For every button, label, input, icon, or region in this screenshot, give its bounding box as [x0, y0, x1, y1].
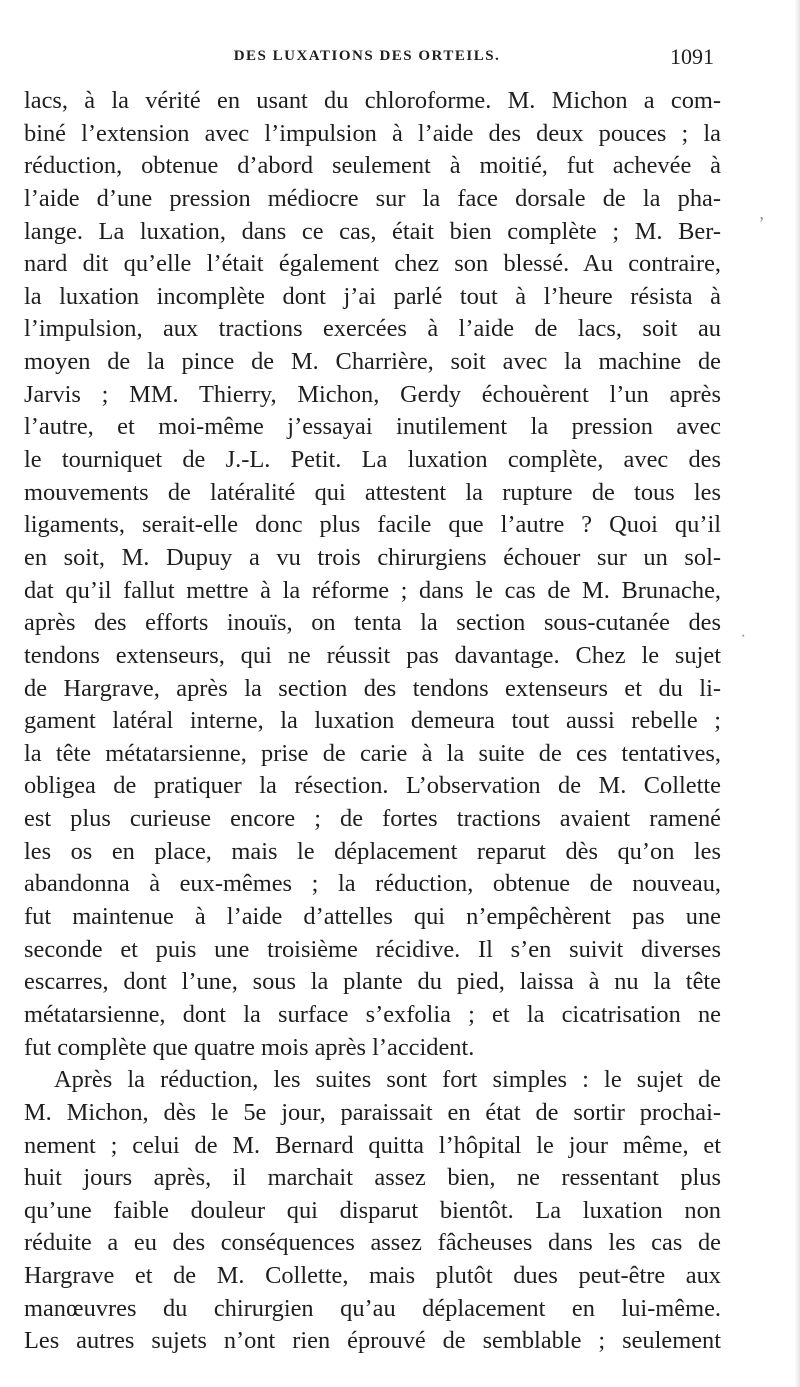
text-line: la tête métatarsienne, prise de carie à la suite de ces tentatives,: [24, 739, 721, 767]
text-line: lacs, à la vérité en usant du chloroforme. M. Michon a com-: [24, 87, 721, 114]
text-line: moyen de la pince de M. Charrière, soit avec la machine de: [24, 348, 721, 376]
text-line: le tourniquet de J.-L. Petit. La luxation complète, avec des: [24, 446, 721, 474]
text-line: seconde et puis une troisième récidive. Il s’en suivit diverses: [24, 935, 721, 963]
text-line: les os en place, mais le déplacement reparut dès qu’on les: [24, 837, 721, 865]
text-line: huit jours après, il marchait assez bien, ne ressentant plus: [24, 1164, 721, 1192]
text-line: métatarsienne, dont la surface s’exfolia ; et la cicatrisation ne: [24, 1000, 721, 1028]
text-line: mouvements de latéralité qui attestent la rupture de tous les: [24, 478, 721, 506]
text-line: obligea de pratiquer la résection. L’observation de M. Collette: [24, 772, 721, 800]
paragraph-start-line: Après la réduction, les suites sont fort simples : le sujet de: [54, 1066, 721, 1094]
text-line: est plus curieuse encore ; de fortes tractions avaient ramené: [24, 805, 721, 833]
text-line: manœuvres du chirurgien qu’au déplacement en lui-même.: [24, 1294, 721, 1322]
text-line: dat qu’il fallut mettre à la réforme ; dans le cas de M. Brunache,: [24, 576, 721, 604]
text-line: Hargrave et de M. Collette, mais plutôt dues peut-être aux: [24, 1262, 721, 1290]
margin-tick-mark: ,: [759, 203, 764, 223]
text-line: nard dit qu’elle l’était également chez son blessé. Au contraire,: [24, 250, 721, 278]
text-line: l’impulsion, aux tractions exercées à l’aide de lacs, soit au: [24, 315, 721, 343]
text-line: l’autre, et moi-même j’essayai inutilement la pression avec: [24, 413, 721, 441]
text-line: en soit, M. Dupuy a vu trois chirurgiens échouer sur un sol-: [24, 543, 721, 571]
text-line: escarres, dont l’une, sous la plante du pied, laissa à nu la tête: [24, 968, 721, 996]
text-line: l’aide d’une pression médiocre sur la face dorsale de la pha-: [24, 184, 721, 212]
page-edge-shadow: [794, 0, 800, 1387]
paragraph-end-line: fut complète que quatre mois après l’accident.: [24, 1033, 475, 1061]
text-line: de Hargrave, après la section des tendons extenseurs et du li-: [24, 674, 721, 702]
text-line: fut maintenue à l’aide d’attelles qui n’empêchèrent pas une: [24, 903, 721, 931]
text-line: biné l’extension avec l’impulsion à l’aide des deux pouces ; la: [24, 119, 721, 147]
text-line: lange. La luxation, dans ce cas, était bien complète ; M. Ber-: [24, 217, 721, 245]
body-text: [24, 85, 721, 1358]
running-title: DES LUXATIONS DES ORTEILS.: [233, 48, 501, 64]
text-line: gament latéral interne, la luxation demeura tout aussi rebelle ;: [24, 707, 721, 735]
margin-dot-mark: ·: [740, 628, 746, 645]
text-line: qu’une faible douleur qui disparut bientôt. La luxation non: [24, 1196, 721, 1224]
text-line: nement ; celui de M. Bernard quitta l’hôpital le jour même, et: [24, 1131, 721, 1159]
text-line: réduite a eu des conséquences assez fâcheuses dans les cas de: [24, 1229, 721, 1257]
text-line: abandonna à eux-mêmes ; la réduction, obtenue de nouveau,: [24, 870, 721, 898]
text-line: la luxation incomplète dont j’ai parlé tout à l’heure résista à: [24, 282, 721, 310]
text-line: Les autres sujets n’ont rien éprouvé de semblable ; seulement: [24, 1327, 721, 1355]
text-line: ligaments, serait-elle donc plus facile que l’autre ? Quoi qu’il: [24, 511, 721, 539]
page-number: 1091: [670, 44, 714, 69]
text-line: Jarvis ; MM. Thierry, Michon, Gerdy échouèrent l’un après: [24, 380, 721, 408]
text-line: après des efforts inouïs, on tenta la section sous-cutanée des: [24, 609, 721, 637]
text-line: M. Michon, dès le 5e jour, paraissait en état de sortir prochai-: [24, 1098, 721, 1126]
text-line: réduction, obtenue d’abord seulement à moitié, fut achevée à: [24, 152, 721, 180]
text-line: tendons extenseurs, qui ne réussit pas davantage. Chez le sujet: [24, 641, 721, 669]
